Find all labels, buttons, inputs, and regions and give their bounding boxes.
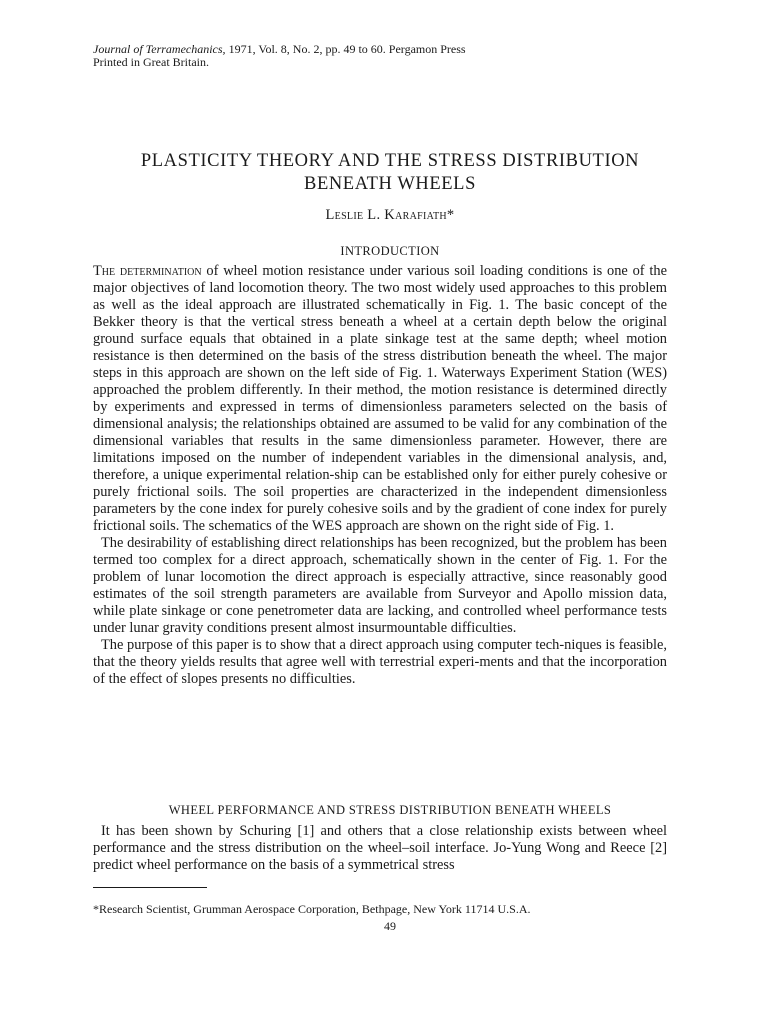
- paragraph-lead-in: The determination: [93, 263, 202, 279]
- introduction-paragraph-3: The purpose of this paper is to show that a direct approach using computer tech-niques is feasible, that the theory yields results that agree well with terrestrial experi-ments and that the incorporation of the effect of slopes presents no difficulties.: [93, 637, 667, 687]
- journal-header: [93, 43, 466, 69]
- paper-title-line-1: PLASTICITY THEORY AND THE STRESS DISTRIBUTION: [140, 151, 640, 171]
- page-number: 49: [384, 919, 396, 933]
- footnote-divider: [93, 887, 207, 888]
- printed-location: Printed in Great Britain.: [93, 55, 209, 69]
- paragraph-1-text: of wheel motion resistance under various soil loading conditions is one of the major objectives of land locomotion theory. The two most widely used approaches to this problem as well as the ideal approach are illustrated schematically in Fig. 1. The basic concept of the Bekker theory is that the vertical stress beneath a wheel at a certain depth below the original ground surface equals that obtained in a plate sinkage test at the same depth; wheel motion resistance is then determined on the basis of the stress distribution beneath the wheel. The major steps in this approach are shown on the left side of Fig. 1. Waterways Experiment Station (WES) approached the problem differently. In their method, the motion resistance is determined directly by experiments and expressed in terms of dimensionless parameters selected on the basis of dimensional analysis; the relationships obtained are assumed to be valid for any combination of the dimensional variables that results in the same dimensionless parameter. However, there are limitations imposed on the number of independent variables in the dimensional analysis, and, therefore, a unique experimental relation-ship can be established only for either purely cohesive or purely frictional soils. The soil properties are characterized in the independent dimensionless parameters by the cone index for purely cohesive soils and by the gradient of cone index for purely frictional soils. The schematics of the WES approach are shown on the right side of Fig. 1.: [93, 263, 667, 534]
- paper-title: [60, 150, 720, 196]
- wheel-performance-paragraph-1: It has been shown by Schuring [1] and others that a close relationship exists between wheel performance and the stress distribution on the wheel–soil interface. Jo-Yung Wong and Reece [2] predict wheel performance on the basis of a symmetrical stress: [93, 823, 667, 873]
- journal-name: Journal of Terramechanics,: [93, 42, 226, 56]
- journal-volume-info: 1971, Vol. 8, No. 2, pp. 49 to 60. Pergamon Press: [225, 42, 466, 56]
- introduction-body: [93, 263, 667, 688]
- author-footnote: *Research Scientist, Grumman Aerospace Corporation, Bethpage, New York 11714 U.S.A.: [93, 902, 531, 916]
- introduction-paragraph-2: The desirability of establishing direct relationships has been recognized, but the problem has been termed too complex for a direct approach, schematically shown in the center of Fig. 1. For the problem of lunar locomotion the direct approach is especially attractive, since reasonably good estimates of the soil strength parameters are available from Surveyor and Apollo mission data, while plate sinkage or cone penetrometer data are lacking, and controlled wheel performance tests under lunar gravity conditions present almost insurmountable difficulties.: [93, 535, 667, 636]
- author-name: Leslie L. Karafiath*: [325, 207, 455, 223]
- wheel-performance-body: [93, 823, 667, 874]
- introduction-heading: INTRODUCTION: [340, 244, 440, 258]
- introduction-paragraph-1: [93, 263, 667, 535]
- wheel-performance-heading: WHEEL PERFORMANCE AND STRESS DISTRIBUTION BENEATH WHEELS: [168, 803, 612, 817]
- paper-title-line-2: BENEATH WHEELS: [304, 174, 476, 194]
